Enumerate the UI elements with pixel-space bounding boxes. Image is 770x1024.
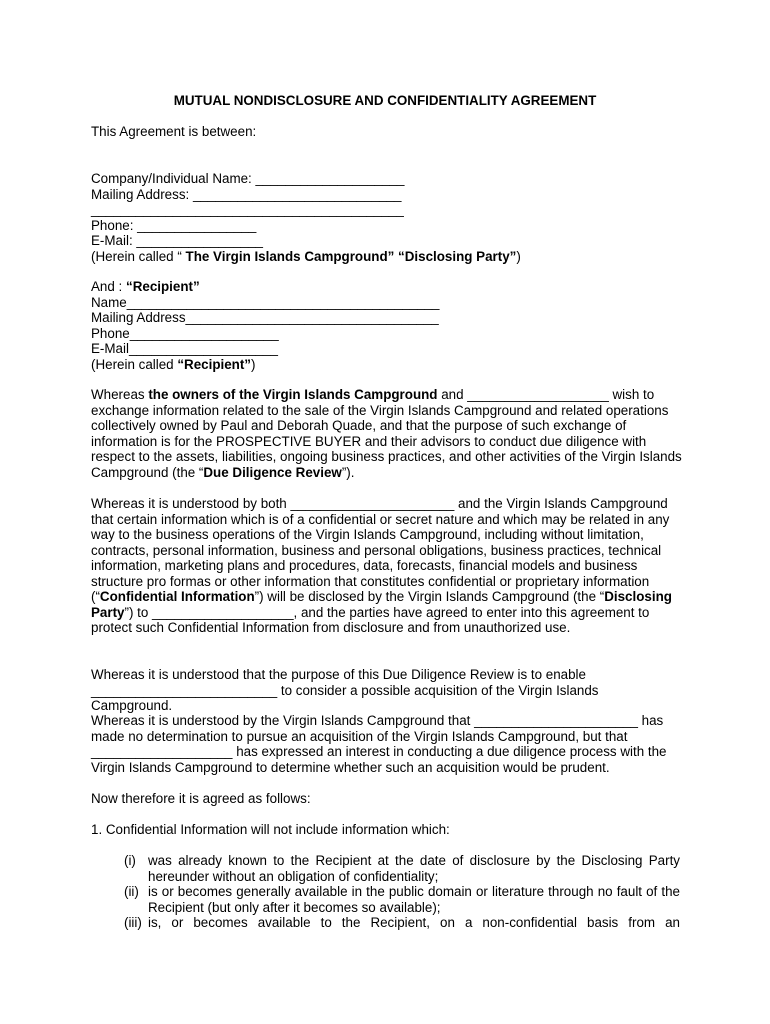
- list-item-text: is or becomes generally available in the public domain or literature through no fault of the Recipient (but only after it becomes so available);: [148, 884, 680, 915]
- recipient-label: “Recipient”: [126, 279, 200, 294]
- now-therefore-text: Now therefore it is agreed as follows:: [91, 791, 311, 806]
- mailing-address-line: Mailing Address: ____________________________: [91, 186, 402, 202]
- list-item-number: (ii): [124, 884, 139, 899]
- w2-disclosing-party: Disclosing Party: [91, 589, 672, 620]
- w2-post: ”) to ___________________, and the parties have agreed to enter into this agreement to protect such Confidential Information from disclosure and from unauthorized use.: [91, 604, 650, 635]
- list-item: [124, 853, 680, 884]
- w2-mid: ”) will be disclosed by the Virgin Islands Campground (the “: [254, 589, 605, 604]
- whereas-paragraph-1: [91, 387, 683, 480]
- company-name-line: Company/Individual Name: ____________________: [91, 171, 405, 186]
- herein-suffix: ): [251, 356, 256, 372]
- recipient-name-line: Name__________________________________________: [91, 294, 440, 310]
- phone-line: Phone: ________________: [91, 217, 257, 233]
- herein-prefix: (Herein called “: [91, 248, 186, 264]
- whereas-paragraph-3: Whereas it is understood that the purpose of this Due Diligence Review is to enable _________________________ to consider a possible acquisition of the Virgin Islands Campground.: [91, 667, 599, 713]
- recipient-herein-label: “Recipient”: [177, 356, 252, 372]
- list-item-text: is, or becomes available to the Recipient, on a non-confidential basis from an: [148, 915, 680, 930]
- w1-mid: and ___________________ wish to exchange information related to the sale of the Virgin Islands Campground and related operations collectively owned by Paul and Deborah Quade, and that the purpose of such exchange of information is for the PROSPECTIVE BUYER and their advisors to conduct due diligence with respect to the assets, liabilities, ongoing business practices, and other activities of the Virgin Islands Campground (the “: [91, 387, 682, 480]
- list-item: [124, 915, 680, 931]
- w2-confidential-info: Confidential Information: [99, 589, 255, 604]
- disclosing-party-name: The Virgin Islands Campground” “Disclosing Party”: [185, 248, 517, 264]
- herein-suffix: ): [516, 248, 521, 264]
- document-title: MUTUAL NONDISCLOSURE AND CONFIDENTIALITY AGREEMENT: [173, 93, 597, 108]
- party1-block: [91, 171, 683, 264]
- list-item-number: (iii): [124, 915, 142, 930]
- recipient-mailing-line: Mailing Address__________________________________: [91, 310, 439, 325]
- clause-1-heading: 1. Confidential Information will not include information which:: [91, 822, 450, 837]
- party1-herein: [91, 249, 683, 265]
- whereas-paragraph-2: [91, 496, 683, 636]
- w1-post: ”).: [341, 464, 355, 480]
- address-blank-line: __________________________________________: [91, 202, 404, 217]
- list-item-number: (i): [124, 853, 136, 868]
- exclusions-list: [124, 853, 680, 931]
- w1-owners: the owners of the Virgin Islands Campground: [148, 387, 438, 402]
- recipient-and-line: [91, 279, 683, 295]
- and-prefix: And :: [91, 279, 126, 294]
- recipient-email-line: E-Mail____________________: [91, 341, 278, 356]
- herein-prefix: (Herein called: [91, 356, 178, 372]
- w1-pre: Whereas: [91, 387, 149, 402]
- party2-herein: [91, 357, 683, 373]
- w1-due-diligence: Due Diligence Review: [203, 464, 342, 480]
- list-item: [124, 884, 680, 915]
- w2-pre: Whereas it is understood by both ______________________ and the Virgin Islands Campground that certain information which is of a confidential or secret nature and which may be related in any way to the business operations of the Virgin Islands Campground, including without limitation, contracts, personal information, business and personal obligations, business practices, technical information, marketing plans and procedures, data, forecasts, financial models and business structure pro formas or other information that constitutes confidential or proprietary information (“: [91, 496, 670, 604]
- intro-text: This Agreement is between:: [91, 124, 257, 139]
- party2-block: [91, 279, 683, 372]
- list-item-text: was already known to the Recipient at the date of disclosure by the Disclosing Party hereunder without an obligation of confidentiality;: [148, 853, 680, 884]
- recipient-phone-line: Phone____________________: [91, 325, 279, 341]
- email-line: E-Mail: _________________: [91, 233, 263, 248]
- whereas-paragraph-4: Whereas it is understood by the Virgin Islands Campground that ______________________ has made no determination to pursue an acquisition of the Virgin Islands Campground, but that ___________________ has expressed an interest in conducting a due diligence process with the Virgin Islands Campground to determine whether such an acquisition would be prudent.: [91, 713, 667, 775]
